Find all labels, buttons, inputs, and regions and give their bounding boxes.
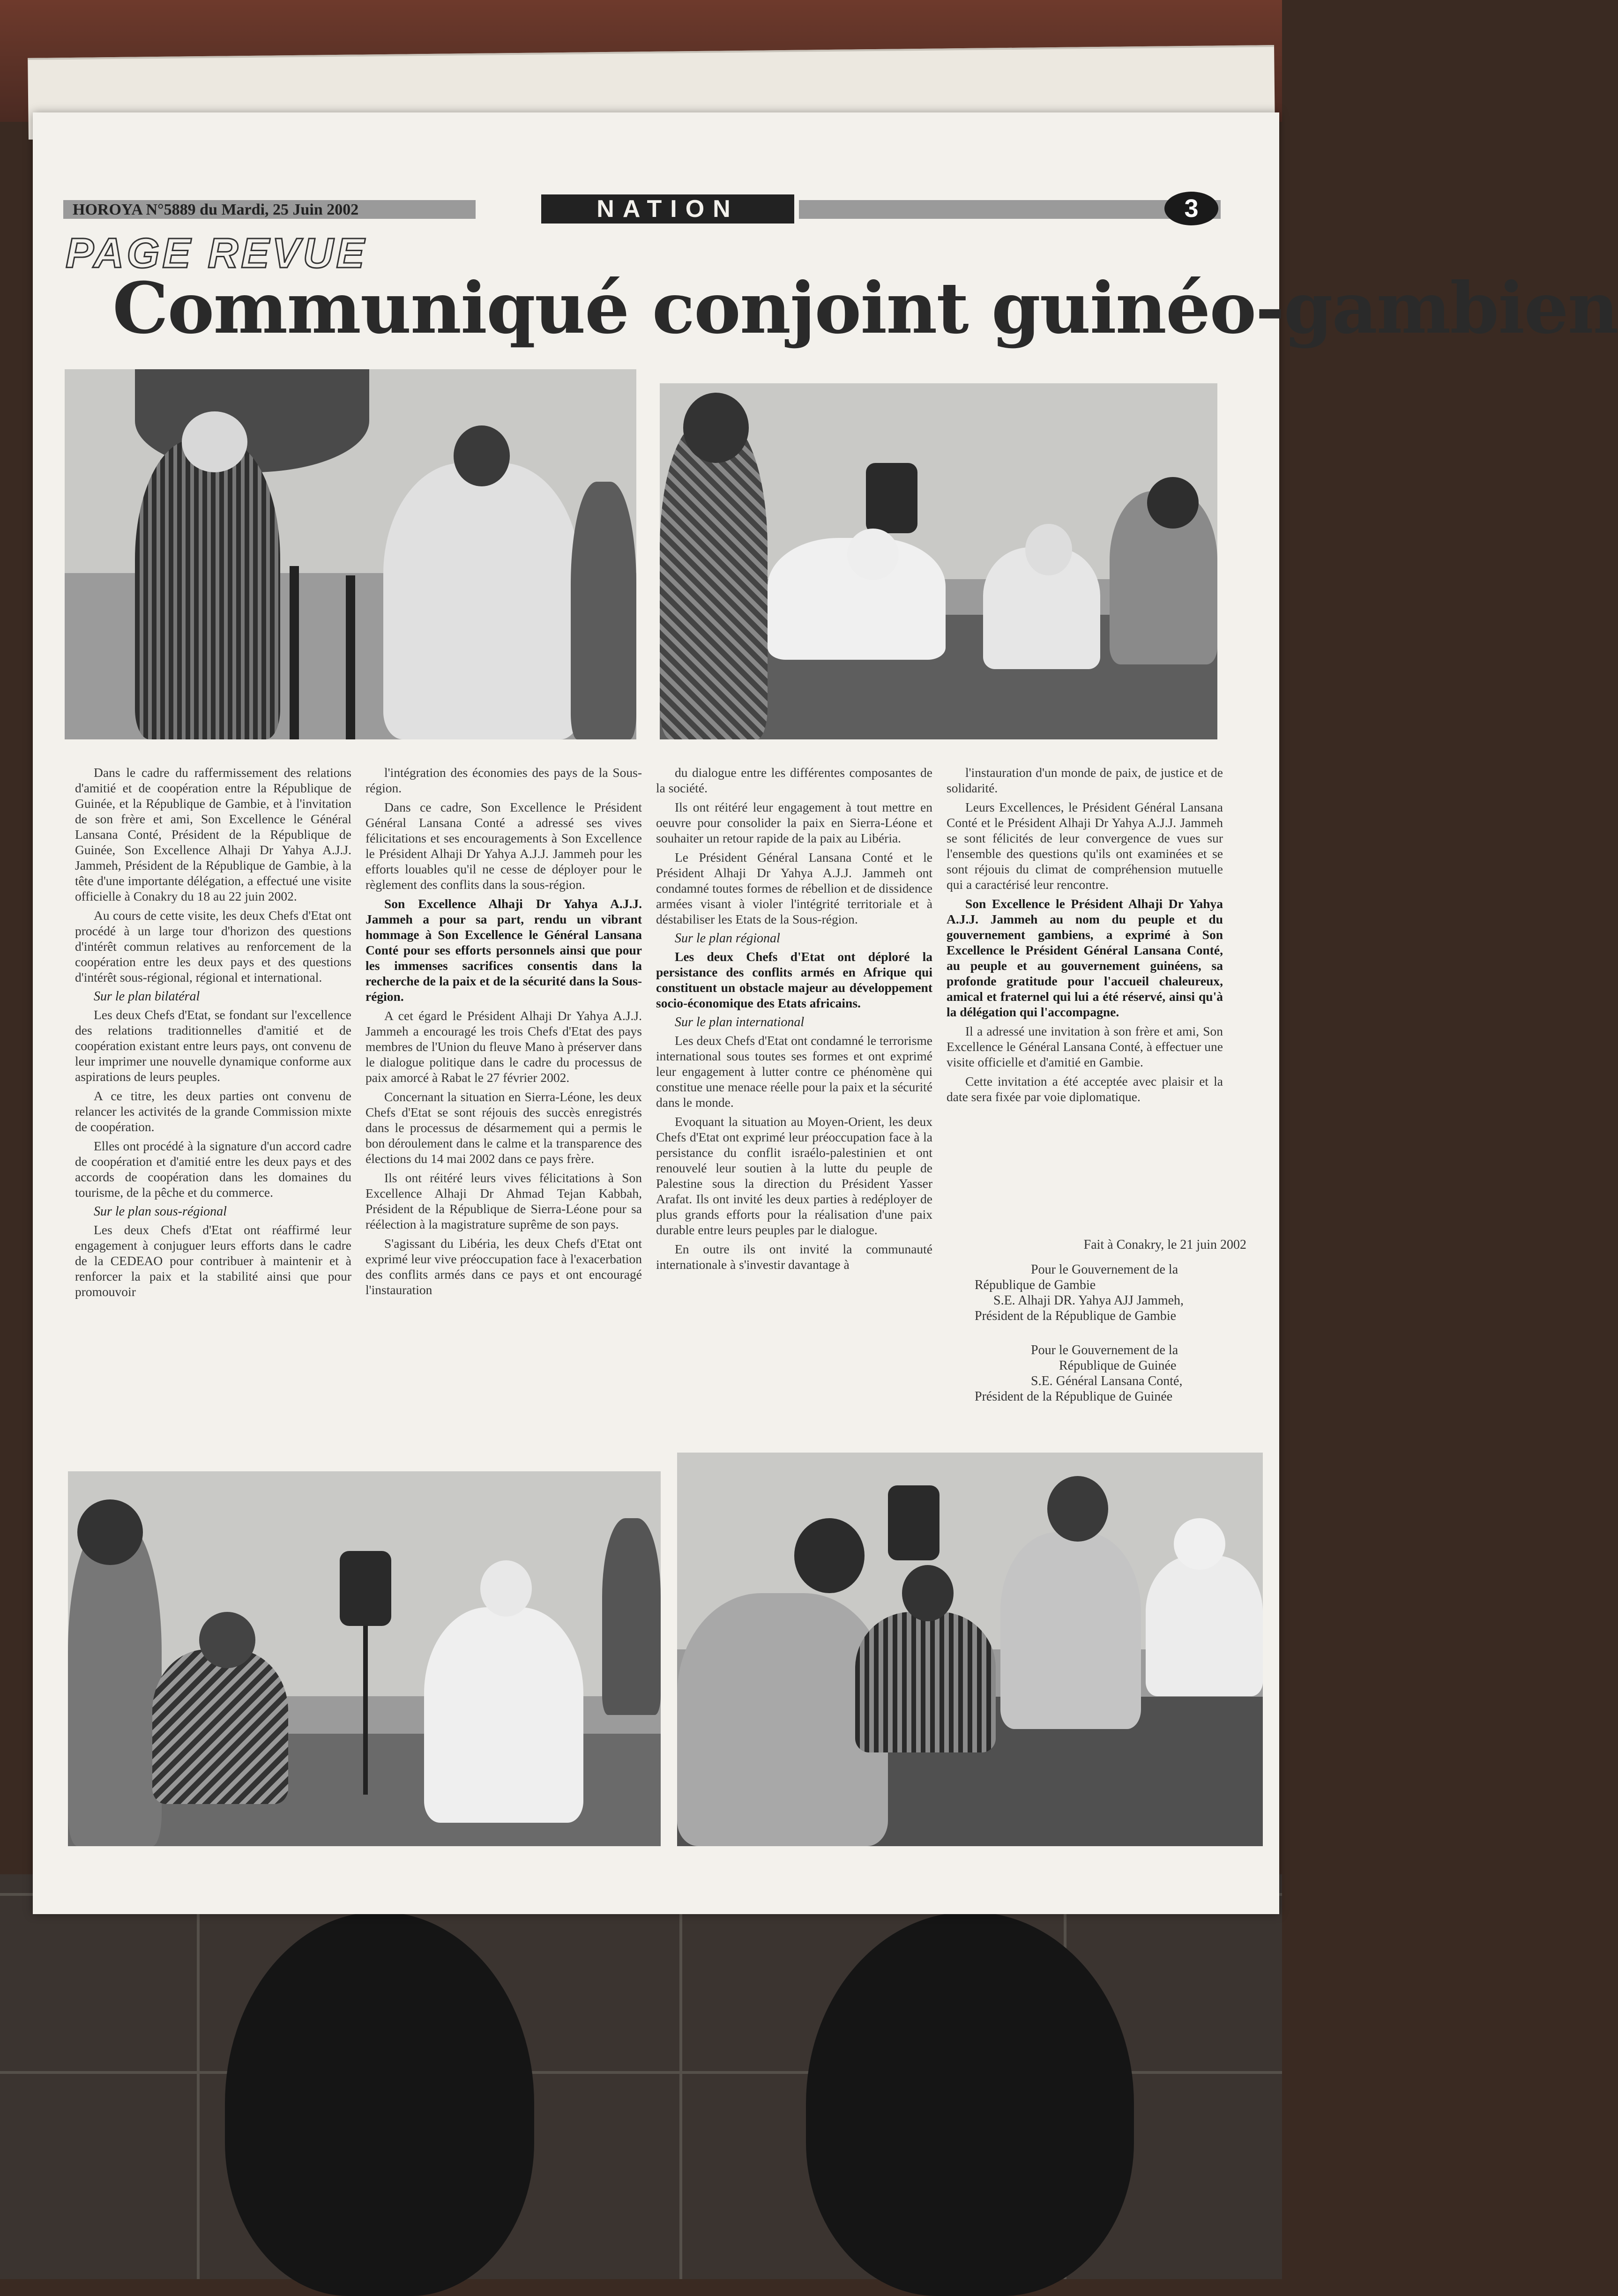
headline: Communiqué conjoint guinéo-gambien bbox=[112, 267, 1618, 350]
rubric-title: PAGE REVUE bbox=[66, 230, 367, 277]
subhead-sous-regional: Sur le plan sous-régional bbox=[94, 1204, 227, 1219]
page-number: 3 bbox=[1164, 192, 1218, 225]
photo-signing-3 bbox=[677, 1453, 1263, 1846]
page-header bbox=[63, 194, 1239, 223]
article-column-1: Dans le cadre du raffermissement des relations d'amitié et de coopération entre la République de Guinée, et la République de Gambie, et à l'invitation de son frère et ami, Son Excellence le Général Lansana Conté, Président de la République de Guinée, Son Excellence Alhaji Dr Yahya A.J.J. Jammeh, Président de la République de Gambie, à la tête d'une importante délégation, a effectué une visite officielle à Conakry du 18 au 22 juin 2002. Au cours de cette visite, les deux Chefs d'Etat ont procédé à un large tour d'horizon des questions d'intérêt commun relatives au renforcement de la coopération entre les deux pays et des questions d'intérêt sous-régional, régional et international. Sur le plan bilatéral Les deux Chefs d'Etat, se fondant sur l'excellence des relations traditionnelles d'amitié et de coopération existant entre leurs pays, ont convenu de leur imprimer une nouvelle dynamique conforme aux aspirations de leurs peuples. A ce titre, les deux parties ont convenu de relancer les activités de la grande Commission mixte de coopération. Elles ont procédé à la signature d'un accord cadre de coopération et d'amitié entre les deux pays et des accords de coopération dans les domaines du tourisme, de la pêche et du commerce. Sur le plan sous-régional Les deux Chefs d'Etat ont réaffirmé leur engagement à conjuguer leurs efforts dans le cadre de la CEDEAO pour contribuer à maintenir et à renforcer la paix et la stabilité ainsi que pour promouvoir bbox=[75, 765, 351, 1299]
right-shoe bbox=[806, 1912, 1134, 2296]
section-banner: NATION bbox=[541, 194, 794, 224]
subhead-bilateral: Sur le plan bilatéral bbox=[94, 989, 200, 1004]
signature-block: Fait à Conakry, le 21 juin 2002 Pour le Gouvernement de la République de Gambie S.E. Alhaji DR. Yahya AJJ Jammeh, Président de la République de Gambie Pour le Gouvernement de la République de Guinée S.E. Général Lansana Conté, Président de la République de Guinée bbox=[975, 1237, 1256, 1404]
photo-signing-2 bbox=[68, 1471, 661, 1846]
photo-signing-1 bbox=[660, 383, 1217, 739]
subhead-international: Sur le plan international bbox=[675, 1015, 805, 1029]
article-column-2: l'intégration des économies des pays de la Sous-région. Dans ce cadre, Son Excellence le Président Général Lansana Conté a adressé ses vives félicitations et ses encouragements à Son Excellence le Président Alhaji Dr Yahya A.J.J. Jammeh pour les efforts louables qu'il ne cesse de déployer pour le règlement des conflits dans la sous-région. Son Excellence Alhaji Dr Yahya A.J.J. Jammeh a pour sa part, rendu un vibrant hommage à Son Excellence le Général Lansana Conté pour ses efforts personnels ainsi que pour les immenses sacrifices consentis dans la recherche de la paix et de la sécurité dans la Sous-région. A cet égard le Président Alhaji Dr Yahya A.J.J. Jammeh a encouragé les trois Chefs d'Etat des pays membres de l'Union du fleuve Mano à préserver dans le dialogue politique dans le cadre du processus de paix amorcé à Rabat le 27 février 2002. Concernant la situation en Sierra-Léone, les deux Chefs d'Etat se sont réjouis des succès enregistrés dans le processus de désarmement qui a permis le bon déroulement dans le calme et la transparence des élections du 14 mai 2002 dans ce pays frère. Ils ont réitéré leurs vives félicitations à Son Excellence Alhaji Dr Ahmad Tejan Kabbah, Président de la République de Sierra-Léone pour sa réélection à la magistrature suprême de son pays. S'agissant du Libéria, les deux Chefs d'Etat ont exprimé leur vive préoccupation face à l'exacerbation des conflits armés dans ce pays et ont encouragé l'instauration bbox=[365, 765, 642, 1297]
issue-info: HOROYA N°5889 du Mardi, 25 Juin 2002 bbox=[73, 201, 359, 218]
photo-handshake bbox=[65, 369, 636, 739]
left-shoe bbox=[225, 1912, 534, 2296]
subhead-regional: Sur le plan régional bbox=[675, 931, 780, 946]
place-date: Fait à Conakry, le 21 juin 2002 bbox=[1083, 1237, 1246, 1252]
newspaper-page bbox=[33, 112, 1618, 1914]
article-column-4: l'instauration d'un monde de paix, de justice et de solidarité. Leurs Excellences, le Président Général Lansana Conté et le Président Alhaji Dr Yahya A.J.J. Jammeh se sont félicités de leur convergence de vues sur l'ensemble des questions qu'ils ont examinées et se sont réjouis du climat de compréhension mutuelle qui a caractérisé leur rencontre. Son Excellence le Président Alhaji Dr Yahya A.J.J. Jammeh au nom du peuple et du gouvernement gambiens, a exprimé à Son Excellence le Président Général Lansana Conté, au peuple et au gouvernement guinéens, sa profonde gratitude pour l'accueil chaleureux, amical et fraternel qui lui a été réservé, ainsi qu'à la délégation qui l'accompagne. Il a adressé une invitation à son frère et ami, Son Excellence le Général Lansana Conté, à effectuer une visite officielle et d'amitié en Gambie. Cette invitation a été acceptée avec plaisir et la date sera fixée par voie diplomatique. bbox=[947, 765, 1223, 1104]
article-column-3: du dialogue entre les différentes composantes de la société. Ils ont réitéré leur engagement à tout mettre en oeuvre pour consolider la paix en Sierra-Léone et souhaiter un retour rapide de la paix au Libéria. Le Président Général Lansana Conté et le Président Alhaji Dr Yahya A.J.J. Jammeh ont condamné toutes formes de rébellion et de dissidence armées visant à violer l'intégrité territoriale et à déstabiliser les Etats de la Sous-région. Sur le plan régional Les deux Chefs d'Etat ont déploré la persistance des conflits armés en Afrique qui constituent un obstacle majeur au développement socio-économique des Etats africains. Sur le plan international Les deux Chefs d'Etat ont condamné le terrorisme international sous toutes ses formes et ont exprimé leur engagement à lutter contre ce phénomène qui constitue une menace réelle pour la paix et la sécurité dans le monde. Evoquant la situation au Moyen-Orient, les deux Chefs d'Etat ont exprimé leur préoccupation face à la persistance du conflit israélo-palestinien et ont renouvelé leur soutien à la lutte du peuple de Palestine sous la direction du Président Yasser Arafat. Ils ont invité les deux parties à redéployer de plus grands efforts pour la réalisation d'une paix durable entre leurs peuples par le dialogue. En outre ils ont invité la communauté internationale à s'investir davantage à bbox=[656, 765, 932, 1272]
